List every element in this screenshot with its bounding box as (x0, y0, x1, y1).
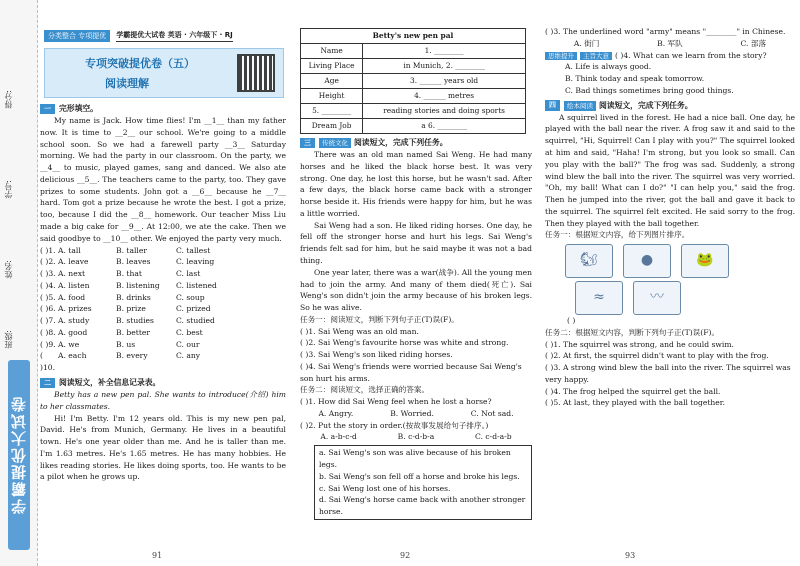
order-blank[interactable]: ( ) (567, 316, 576, 326)
option-row: ( )5. A. food B. drinks C. soup (40, 292, 205, 302)
task1-item: ( )4. Sai Weng's friends were worried because Sai Weng's son hurt his arms. (300, 361, 522, 383)
sec3-para-1: There was an old man named Sai Weng. He had many horses and he liked the black horse best. It was very strong. One day, he lost this horse, but he wasn't sad. After a few days, the black horse came back with a stronger horse beside it. His friends were happy for him, but he was a little worried. (300, 150, 532, 218)
option-row: ( )9. A. we B. us C. our (40, 339, 200, 349)
class-label: 班级: (4, 330, 13, 349)
table-row (301, 89, 526, 104)
task1-title: 任务一：阅读短文，判断下列句子正(T)误(F)。 (300, 314, 459, 324)
table-cell: Age (301, 74, 363, 89)
student-id-label: 学号: (4, 180, 13, 199)
q4-opt: A. Life is always good. (565, 62, 652, 72)
wind-picture: ≈ (575, 281, 623, 315)
table-cell: Dream Job (301, 119, 363, 134)
task1-item: ( )3. Sai Weng's son liked riding horses. (300, 350, 453, 360)
task1-item: ( )1. Sai Weng was an old man. (300, 326, 419, 336)
left-page (40, 0, 286, 566)
q3-text: ( )3. The underlined word "army" means "________" in Chinese. (545, 27, 786, 36)
ball-picture: ● (623, 244, 671, 278)
task4a-title: 任务一：根据短文内容，给下列图片排序。 (545, 230, 690, 240)
task2-q1-options: A. Angry. B. Worried. C. Not sad. (318, 408, 514, 418)
table-title: Betty's new pen pal (301, 29, 526, 44)
option-row: ( )4. A. listen B. listening C. listened (40, 280, 217, 290)
sec3-para-3: One year later, there was a war(战争). All the young men had to join the army. And many of them died(死亡). Sai Weng's son didn't join the army because of his broken legs. So he was alive. (300, 267, 532, 313)
table-row (301, 104, 526, 119)
option-row: ( )3. A. next B. that C. last (40, 269, 201, 279)
sec4-passage: A squirrel lived in the forest. He had a nice ball. One day, he played with the ball near the river. A frog saw it and said to the squirrel, "Hi, Squirrel! Can I play with you?" The squirrel looked at him and said, "Haha! I'm strong, but you look so small. Can you play with the ball?" The frog was sad. Suddenly, a strong wind blew the ball into the river. The squirrel was very worried. "Oh, my ball! What can I do?" "I can help you," said the frog. Then he jumped into the river, got the ball and gave it back to the squirrel. The squirrel felt excited. He said sorry to the frog. Then they played with the ball together. (545, 112, 795, 228)
task4b-item: ( )4. The frog helped the squirrel get the ball. (545, 386, 721, 396)
cloze-passage: My name is Jack. How time flies! I'm __1__ than my father now. It is time to __2__ our school. We're going to a middle school soon. So we had a farewell party __3__ Saturday morning. We had the party in our classroom. On the party, we __4__ to music, played games, sang and danced. We also ate delicious __5__. The teachers came to the party, too. They gave prizes to some students. John got a __6__ because he __7__ hard. Tom got a prize because he wrote the best. I got a prize, too, because I did the __8__ homework. Our teacher Miss Liu made a big cake for __9__. At 12:00, we ate the cake. Then we said goodbye to __10__ other. We enjoyed the party very much. (40, 116, 286, 243)
brand-vertical: 学霸提优大试卷 (8, 360, 30, 550)
section-1-heading: 一 完形填空。 (40, 103, 286, 115)
task4b-item: ( )3. A strong wind blew the ball into the river. The squirrel was very happy. (545, 363, 791, 384)
table-row (301, 74, 526, 89)
task2-q2-options: A. a-b-c-d B. c-d-b-a C. c-d-a-b (320, 432, 512, 442)
middle-page (300, 0, 532, 566)
story-order-box: a. Sai Weng's son was alive because of his broken legs. b. Sai Weng's son fell off a horse and broke his legs. c. Sai Weng lost one of his horses. d. Sai Weng's horse came back with another stronger horse. (314, 445, 532, 520)
pen-pal-table (300, 28, 526, 134)
table-cell: reading stories and doing sports (363, 104, 526, 119)
page-number: 93 (625, 550, 636, 560)
table-cell: 3. ______ years old (363, 74, 526, 89)
task2-title: 任务二：阅读短文，选择正确的答案。 (300, 385, 430, 395)
q3-options: A. 街门 B. 军队 C. 部落 (573, 38, 767, 48)
picture-row-2 (575, 281, 795, 315)
task4b-title: 任务二：根据短文内容，判断下列句子正(T)误(F)。 (545, 327, 720, 337)
table-cell: 1. ________ (363, 44, 526, 59)
task2-q2: ( )2. Put the story in order.(按故事发展给句子排序。) (300, 420, 489, 430)
picture-row-1 (565, 244, 795, 278)
section-2-passage: Hi! I'm Betty. I'm 12 years old. This is my new pen pal, David. He's from Munich, Germany. He lives in a beautiful town. He's one year older than me. And he is taller than me. I'm 1.63 metres. He's 1.65 metres. He has many hobbies. He likes reading stories. He likes doing sports, too. He wants to be a pilot when he grows up. (40, 413, 286, 482)
table-cell: Height (301, 89, 363, 104)
section-2-intro: Betty has a new pen pal. She wants to introduce(介绍) him to her classmates. (40, 390, 286, 411)
header-title: 学霸提优大试卷 英语 · 六年级下 · RJ (116, 30, 233, 42)
option-row: ( )10. A. each B. every C. any (40, 351, 201, 373)
banner-title: 专项突破提优卷（五） (85, 57, 195, 70)
task4b-item: ( )1. The squirrel was strong, and he could swim. (545, 339, 734, 349)
option-row: ( )1. A. tall B. taller C. tallest (40, 245, 211, 255)
task2-q1: ( )1. How did Sai Weng feel when he lost a horse? (300, 397, 492, 407)
name-label: 姓名: (4, 260, 13, 279)
sec3-para-2: Sai Weng had a son. He liked riding horses. One day, he fell off the stronger horse and hurt his legs. Sai Weng's friends felt sad for him, but he said maybe it was not a bad thing. (300, 220, 532, 265)
squirrel-picture: 🐿 (565, 244, 613, 278)
table-row (301, 119, 526, 134)
q4-opt: B. Think today and speak tomorrow. (565, 74, 705, 84)
table-cell: in Munich, 2. ________ (363, 59, 526, 74)
option-row: ( )6. A. prizes B. prize C. prized (40, 304, 211, 314)
option-row: ( )7. A. study B. studies C. studied (40, 316, 215, 326)
binding-spine (0, 0, 38, 566)
page-number: 92 (400, 550, 411, 560)
river-picture: 〰 (633, 281, 681, 315)
task4b-item: ( )2. At first, the squirrel didn't want to play with the frog. (545, 351, 769, 361)
table-cell: Living Place (301, 59, 363, 74)
page-number: 91 (152, 550, 163, 560)
cloze-options (40, 245, 286, 374)
table-cell: 5. ________ (301, 104, 363, 119)
section-2-heading: 二 阅读短文，补全信息记录表。 (40, 377, 286, 389)
section-4-heading: 四 绘本阅读 阅读短文，完成下列任务。 (545, 100, 795, 112)
frog-picture: 🐸 (681, 244, 729, 278)
section-3-heading: 三 传统文化 阅读短文，完成下列任务。 (300, 137, 532, 149)
header-tag: 分类整合 专项提优 (44, 30, 110, 42)
table-cell: Name (301, 44, 363, 59)
banner-subtitle: 阅读理解 (105, 77, 149, 90)
option-row: ( )2. A. leave B. leaves C. leaving (40, 257, 215, 267)
task1-item: ( )2. Sai Weng's favourite horse was white and strong. (300, 338, 509, 348)
score-label: 得分: (4, 90, 13, 109)
q4-opt: C. Bad things sometimes bring good things. (565, 85, 734, 95)
option-row: ( )8. A. good B. better C. best (40, 327, 203, 337)
q4-text: 思维提升 主旨大意 ( )4. What can we learn from the story? (545, 50, 795, 62)
table-cell: 4. ______ metres (363, 89, 526, 104)
table-row (301, 44, 526, 59)
table-row (301, 59, 526, 74)
task4b-item: ( )5. At last, they played with the ball together. (545, 398, 725, 408)
table-cell: a 6. ________ (363, 119, 526, 134)
right-page (545, 0, 795, 566)
